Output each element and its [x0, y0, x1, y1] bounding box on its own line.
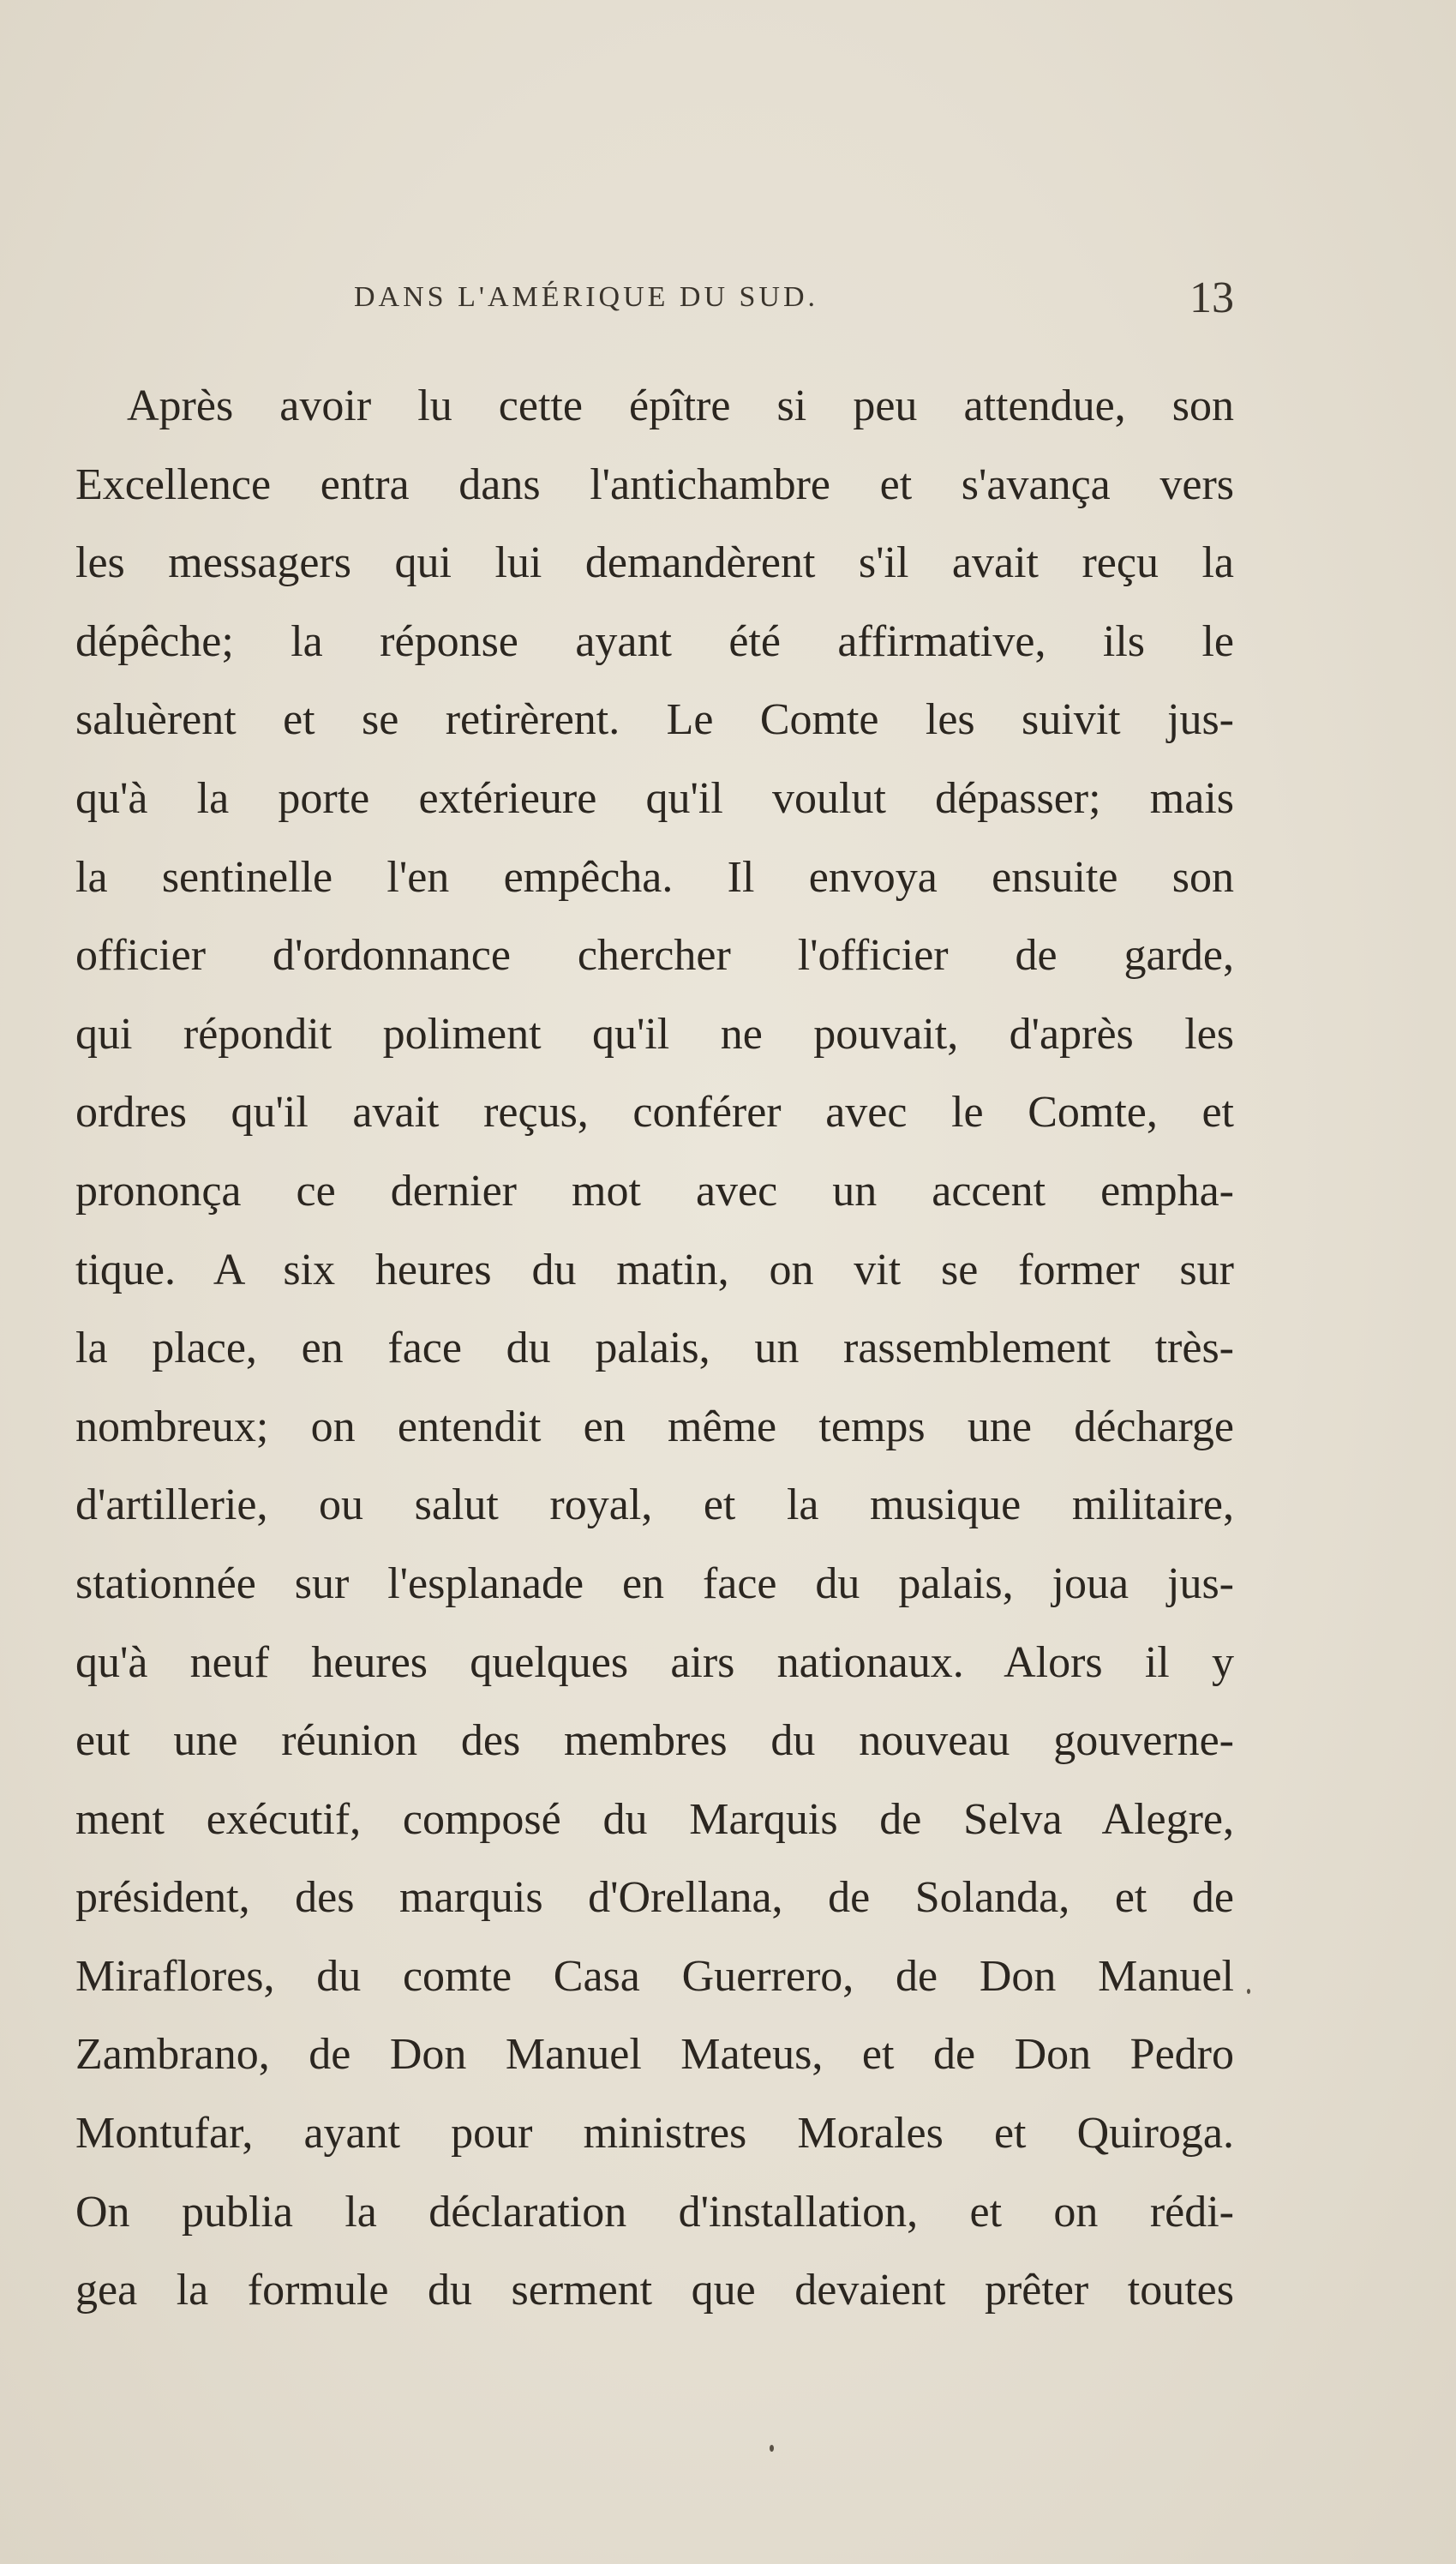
page-number: 13: [1189, 273, 1234, 322]
text-line: nombreux; on entendit en même temps une décharge: [75, 1402, 1234, 1451]
text-line: stationnée sur l'esplanade en face du palais, joua jus-: [75, 1558, 1234, 1608]
text-line: Après avoir lu cette épître si peu attendue, son: [127, 381, 1234, 430]
text-line: gea la formule du serment que devaient prêter toutes: [75, 2266, 1234, 2315]
body-text: [75, 367, 1234, 2330]
text-line: la place, en face du palais, un rassemblement très-: [75, 1324, 1234, 1373]
text-line: Montufar, ayant pour ministres Morales et Quiroga.: [75, 2109, 1234, 2159]
text-line: les messagers qui lui demandèrent s'il avait reçu la: [75, 538, 1234, 588]
running-title: DANS L'AMÉRIQUE DU SUD.: [354, 281, 819, 313]
text-line: saluèrent et se retirèrent. Le Comte les suivit jus-: [75, 695, 1234, 745]
text-line: qui répondit poliment qu'il ne pouvait, d'après les: [75, 1009, 1234, 1059]
text-line: dépêche; la réponse ayant été affirmative, ils le: [75, 616, 1234, 666]
text-line: eut une réunion des membres du nouveau gouverne-: [75, 1716, 1234, 1766]
text-line: officier d'ordonnance chercher l'officier de garde,: [75, 931, 1234, 981]
text-line: Excellence entra dans l'antichambre et s'avança vers: [75, 459, 1234, 509]
text-line: ordres qu'il avait reçus, conférer avec le Comte, et: [75, 1088, 1234, 1138]
text-line: qu'à neuf heures quelques airs nationaux. Alors il y: [75, 1637, 1234, 1687]
text-line: ment exécutif, composé du Marquis de Selva Alegre,: [75, 1794, 1234, 1844]
text-line: On publia la déclaration d'installation, et on rédi-: [75, 2187, 1234, 2237]
text-line: qu'à la porte extérieure qu'il voulut dépasser; mais: [75, 773, 1234, 823]
text-line: président, des marquis d'Orellana, de Solanda, et de: [75, 1873, 1234, 1923]
text-line: Miraflores, du comte Casa Guerrero, de Don Manuel: [75, 1951, 1234, 2001]
text-line: tique. A six heures du matin, on vit se former sur: [75, 1245, 1234, 1294]
paper-speck: [770, 2445, 774, 2452]
running-head: [75, 273, 1234, 324]
text-line: prononça ce dernier mot avec un accent empha-: [75, 1166, 1234, 1216]
text-line: d'artillerie, ou salut royal, et la musique militaire,: [75, 1480, 1234, 1530]
paper-speck: [1247, 1989, 1250, 1994]
text-line: la sentinelle l'en empêcha. Il envoya ensuite son: [75, 852, 1234, 902]
text-line: Zambrano, de Don Manuel Mateus, et de Don Pedro: [75, 2030, 1234, 2080]
